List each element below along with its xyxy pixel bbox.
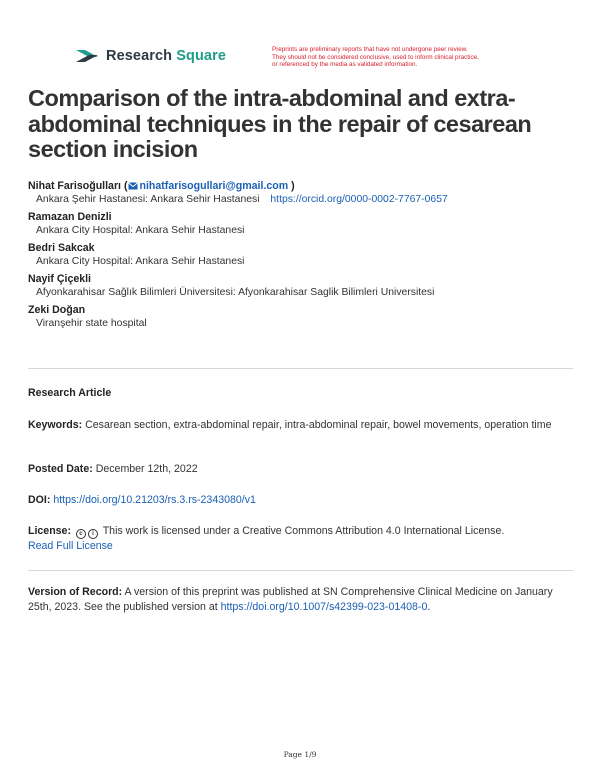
cc-icon: c [76, 529, 86, 539]
section-divider [28, 368, 573, 369]
orcid-link[interactable]: https://orcid.org/0000-0002-7767-0657 [270, 194, 448, 205]
research-square-logo[interactable] [74, 46, 226, 66]
author-email-link[interactable]: nihatfarisogullari@gmail.com [139, 180, 289, 192]
doi-link[interactable]: https://doi.org/10.21203/rs.3.rs-2343080/v1 [53, 494, 256, 506]
notice-line: or referenced by the media as validated information. [272, 61, 418, 69]
version-of-record: Version of Record: A version of this preprint was published at SN Comprehensive Clinical Medicine on January 25th, 2023. See the published version at https://doi.org/10.1007/s42399-023-01408-0. [28, 586, 553, 613]
author-list [28, 180, 578, 335]
published-version-link[interactable]: https://doi.org/10.1007/s42399-023-01408-0 [220, 601, 428, 613]
section-divider [28, 570, 573, 571]
keywords-value: Cesarean section, extra-abdominal repair, intra-abdominal repair, bowel movements, operation time [85, 419, 552, 431]
article-type: Research Article [28, 387, 112, 399]
author-affiliation: Viranşehir state hospital [36, 318, 147, 329]
license-text: This work is licensed under a Creative Commons Attribution 4.0 International License. [102, 525, 505, 537]
brand-name: Research Square [106, 48, 226, 64]
posted-date-value: December 12th, 2022 [95, 463, 198, 475]
version-of-record-label: Version of Record: [28, 586, 123, 598]
research-square-logo-icon [74, 46, 100, 66]
page-number: Page 1/9 [283, 750, 317, 759]
cc-license-icons [76, 529, 98, 539]
license [28, 524, 576, 554]
author-affiliation: Afyonkarahisar Sağlık Bilimleri Üniversitesi: Afyonkarahisar Saglik Bilimleri Universitesi [36, 287, 435, 298]
license-label: License: [28, 525, 71, 537]
notice-line: Preprints are preliminary reports that have not undergone peer review. [272, 46, 468, 53]
author-name: Bedri Sakcak [28, 242, 95, 254]
author-name: Zeki Doğan [28, 304, 86, 316]
posted-date [28, 462, 576, 477]
read-full-license-link[interactable]: Read Full License [28, 540, 113, 552]
paper-title: Comparison of the intra-abdominal and extra-abdominal techniques in the repair of cesarean section incision [28, 85, 532, 162]
author-name: Ramazan Denizli [28, 211, 112, 223]
notice-line: They should not be considered conclusive, used to inform clinical practice, [272, 53, 479, 61]
author-name: Nayif Çiçekli [28, 273, 92, 285]
author-affiliation: Ankara City Hospital: Ankara Sehir Hastanesi [36, 256, 245, 267]
author-affiliation: Ankara City Hospital: Ankara Sehir Hastanesi [36, 225, 245, 236]
posted-date-label: Posted Date: [28, 463, 93, 475]
keywords [28, 418, 576, 433]
version-of-record-text: A version of this preprint was published at SN Comprehensive Clinical Medicine on January 25th, 2023. See the published version at [28, 586, 553, 613]
mail-icon [128, 182, 138, 190]
keywords-label: Keywords: [28, 419, 83, 431]
author-affiliation: Ankara Şehir Hastanesi: Ankara Sehir Hastanesi https://orcid.org/0000-0002-7767-0657 [36, 194, 448, 205]
preprint-notice [272, 46, 534, 69]
by-icon: i [88, 529, 98, 539]
doi-label: DOI: [28, 494, 51, 506]
doi [28, 493, 576, 508]
author-name: Nihat Farisoğulları ( nihatfarisogullari@gmail.com ) [28, 180, 295, 192]
